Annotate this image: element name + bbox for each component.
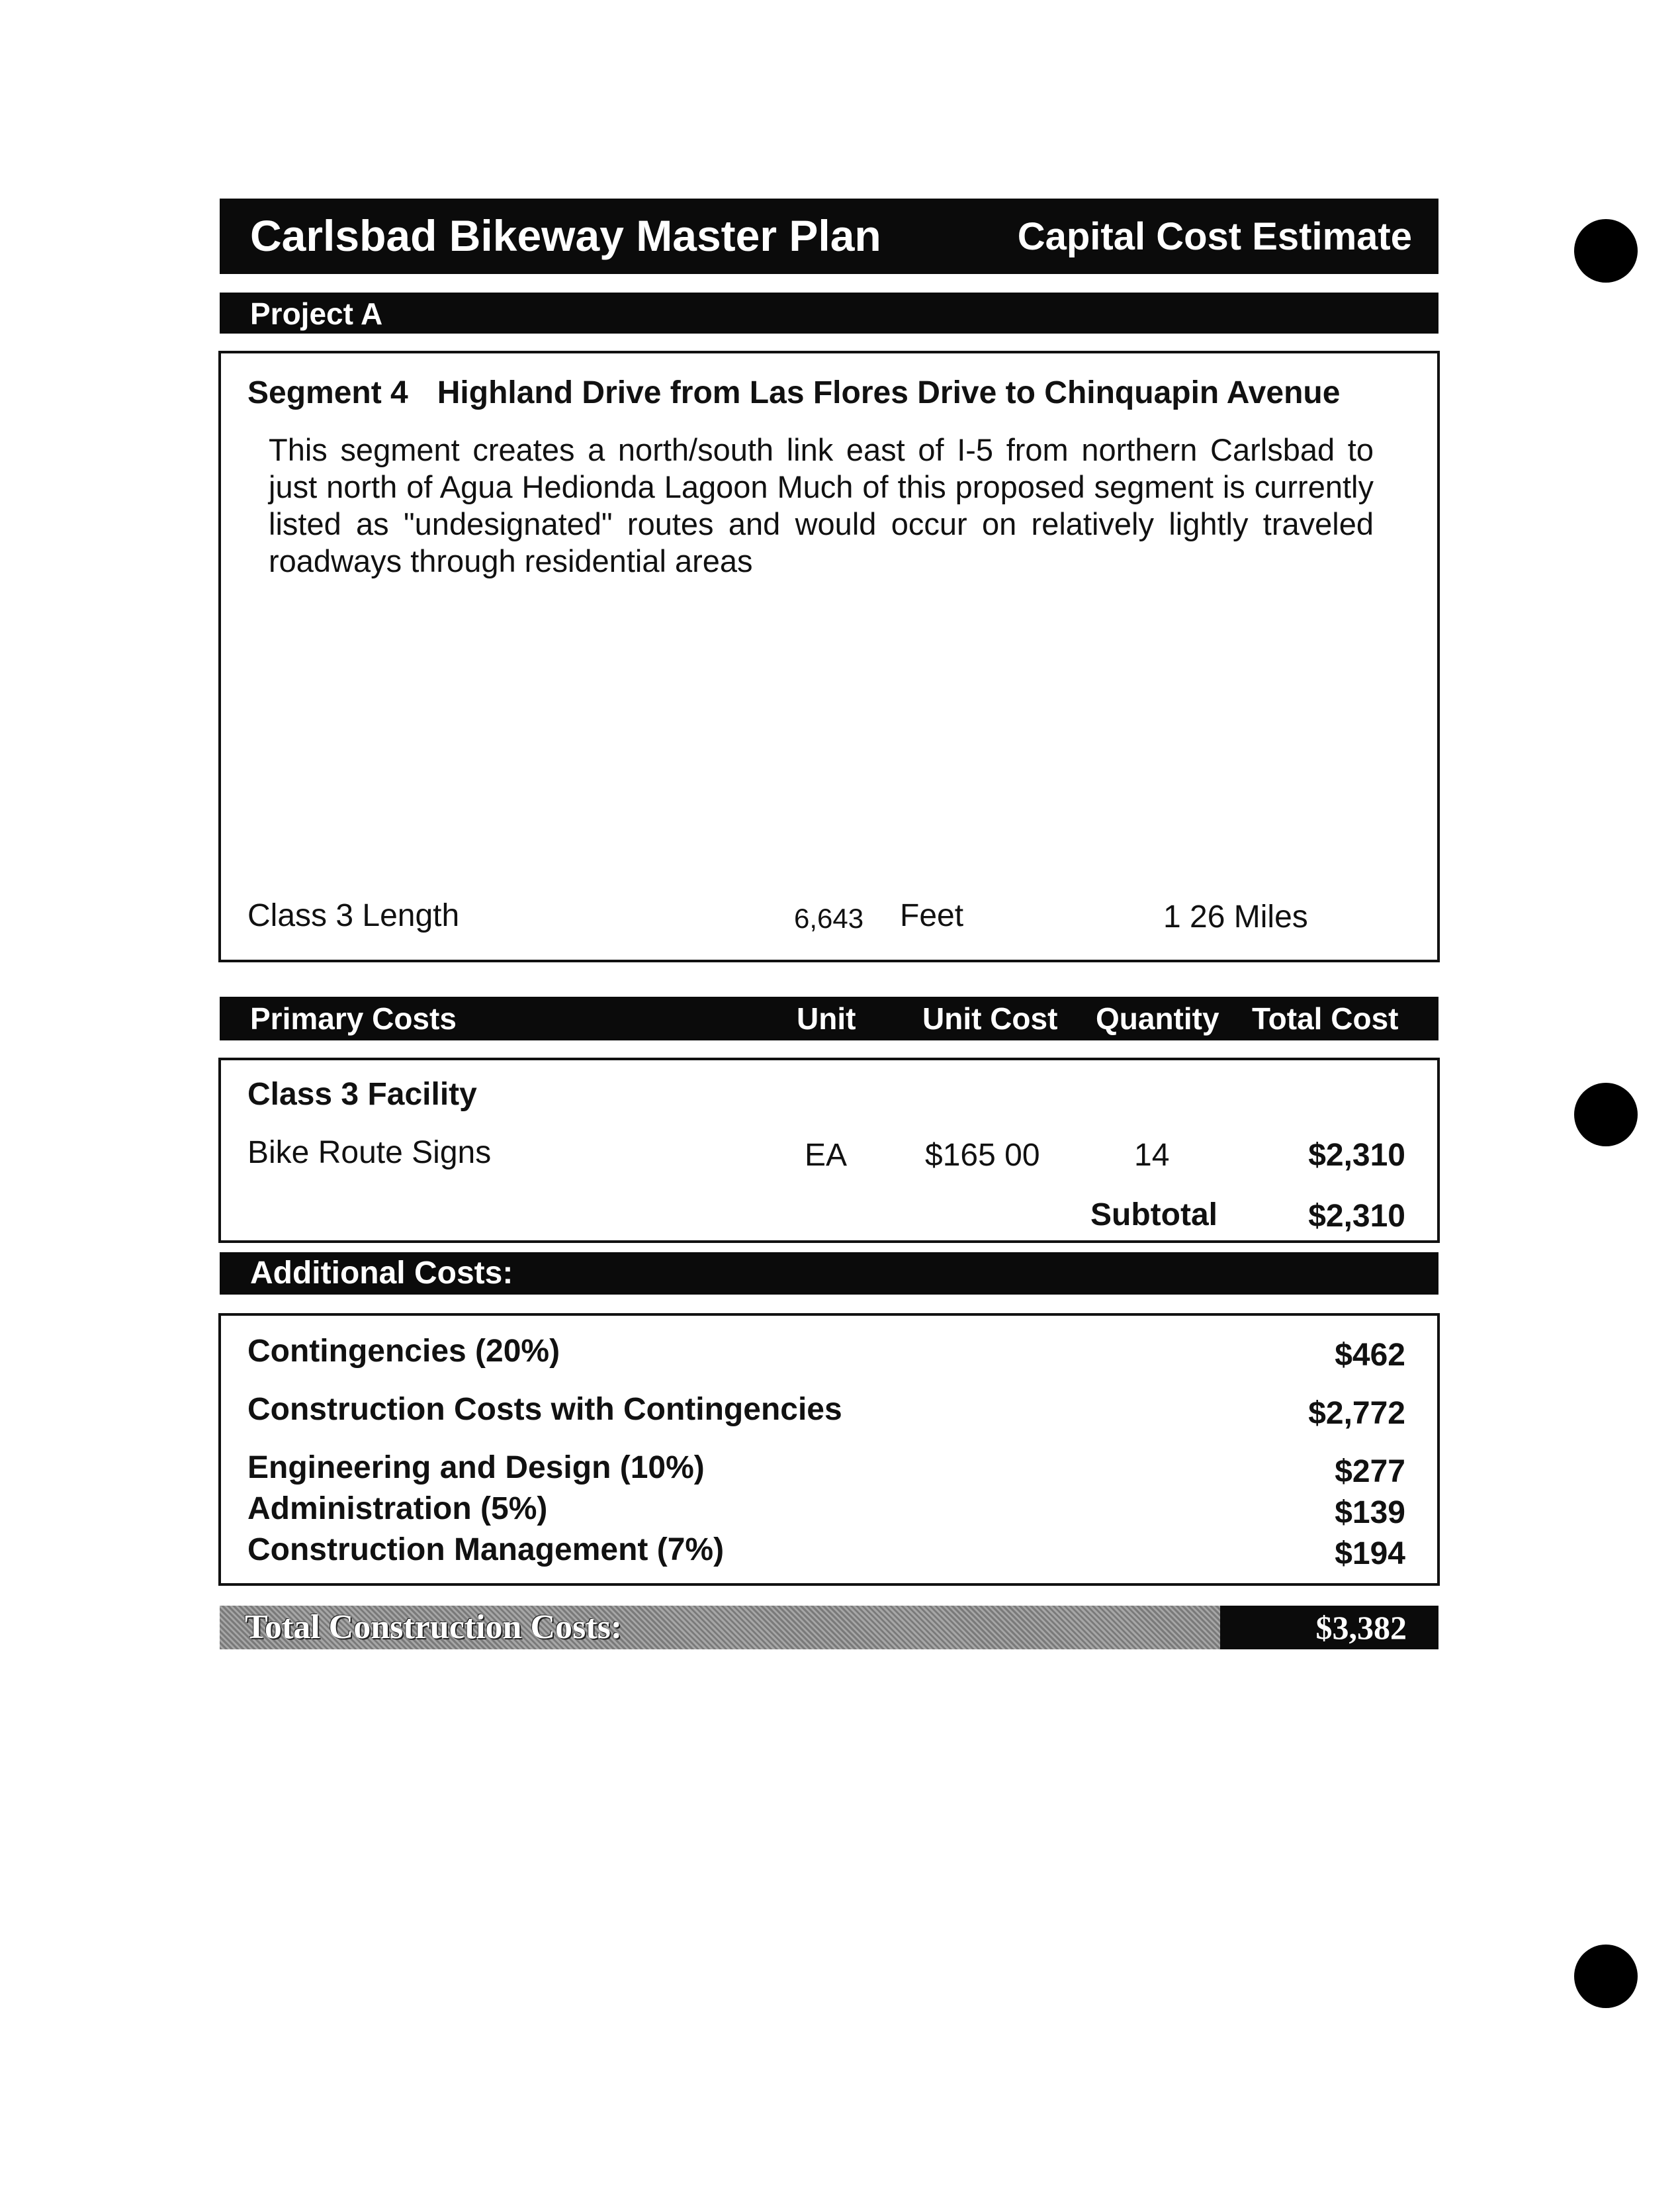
length-miles-value: 1 26 Miles xyxy=(1163,899,1308,935)
item-total-cost: $2,310 xyxy=(1308,1138,1405,1173)
contingencies-value: $462 xyxy=(1335,1338,1405,1373)
primary-costs-header xyxy=(220,997,1438,1040)
binder-hole-top xyxy=(1574,219,1638,283)
item-unit: EA xyxy=(805,1138,848,1173)
facility-title: Class 3 Facility xyxy=(247,1077,477,1112)
total-construction-costs-band xyxy=(220,1606,1438,1649)
additional-costs-label: Additional Costs: xyxy=(250,1256,513,1291)
item-quantity: 14 xyxy=(1134,1138,1170,1173)
administration-value: $139 xyxy=(1335,1495,1405,1530)
project-label: Project A xyxy=(250,297,383,331)
segment-number: Segment 4 xyxy=(247,375,408,410)
total-construction-costs-value: $3,382 xyxy=(1315,1609,1407,1646)
total-construction-costs-label: Total Construction Costs: xyxy=(245,1608,623,1646)
class3-length-label: Class 3 Length xyxy=(247,898,460,933)
binder-hole-middle xyxy=(1574,1083,1638,1146)
document-title: Carlsbad Bikeway Master Plan xyxy=(250,211,881,260)
segment-box xyxy=(218,351,1440,962)
additional-costs-box xyxy=(218,1313,1440,1586)
construction-management-value: $194 xyxy=(1335,1536,1405,1571)
item-name: Bike Route Signs xyxy=(247,1135,492,1170)
length-feet-unit: Feet xyxy=(900,898,964,933)
document-subtitle: Capital Cost Estimate xyxy=(1017,215,1412,258)
contingencies-label: Contingencies (20%) xyxy=(247,1334,560,1369)
title-bar xyxy=(220,199,1438,274)
total-label-shaded-area xyxy=(220,1606,1220,1649)
column-header-unit: Unit xyxy=(797,1001,856,1036)
segment-name: Highland Drive from Las Flores Drive to Chinquapin Avenue xyxy=(437,375,1341,410)
binder-hole-bottom xyxy=(1574,1945,1638,2008)
construction-with-contingencies-value: $2,772 xyxy=(1308,1396,1405,1431)
construction-management-label: Construction Management (7%) xyxy=(247,1532,725,1567)
segment-heading xyxy=(247,373,1340,413)
column-header-total-cost: Total Cost xyxy=(1252,1001,1399,1036)
administration-label: Administration (5%) xyxy=(247,1491,548,1526)
engineering-design-value: $277 xyxy=(1335,1454,1405,1489)
additional-costs-header xyxy=(220,1252,1438,1295)
primary-costs-box xyxy=(218,1058,1440,1243)
primary-costs-label: Primary Costs xyxy=(250,1001,457,1036)
subtotal-value: $2,310 xyxy=(1308,1199,1405,1234)
column-header-quantity: Quantity xyxy=(1096,1001,1219,1036)
subtotal-label: Subtotal xyxy=(1090,1197,1217,1232)
construction-with-contingencies-label: Construction Costs with Contingencies xyxy=(247,1392,842,1427)
segment-description: This segment creates a north/south link east of I-5 from northern Carlsbad to just north of Agua Hedionda Lagoon Much of this proposed segment is currently listed as "undesignated" routes and would occur on relatively lightly traveled roadways through residential areas xyxy=(269,432,1374,578)
project-band xyxy=(220,293,1438,334)
item-unit-cost: $165 00 xyxy=(925,1138,1040,1173)
engineering-design-label: Engineering and Design (10%) xyxy=(247,1450,705,1485)
total-value-cell xyxy=(1220,1606,1438,1649)
column-header-unit-cost: Unit Cost xyxy=(922,1001,1058,1036)
length-feet-value: 6,643 xyxy=(794,903,864,934)
